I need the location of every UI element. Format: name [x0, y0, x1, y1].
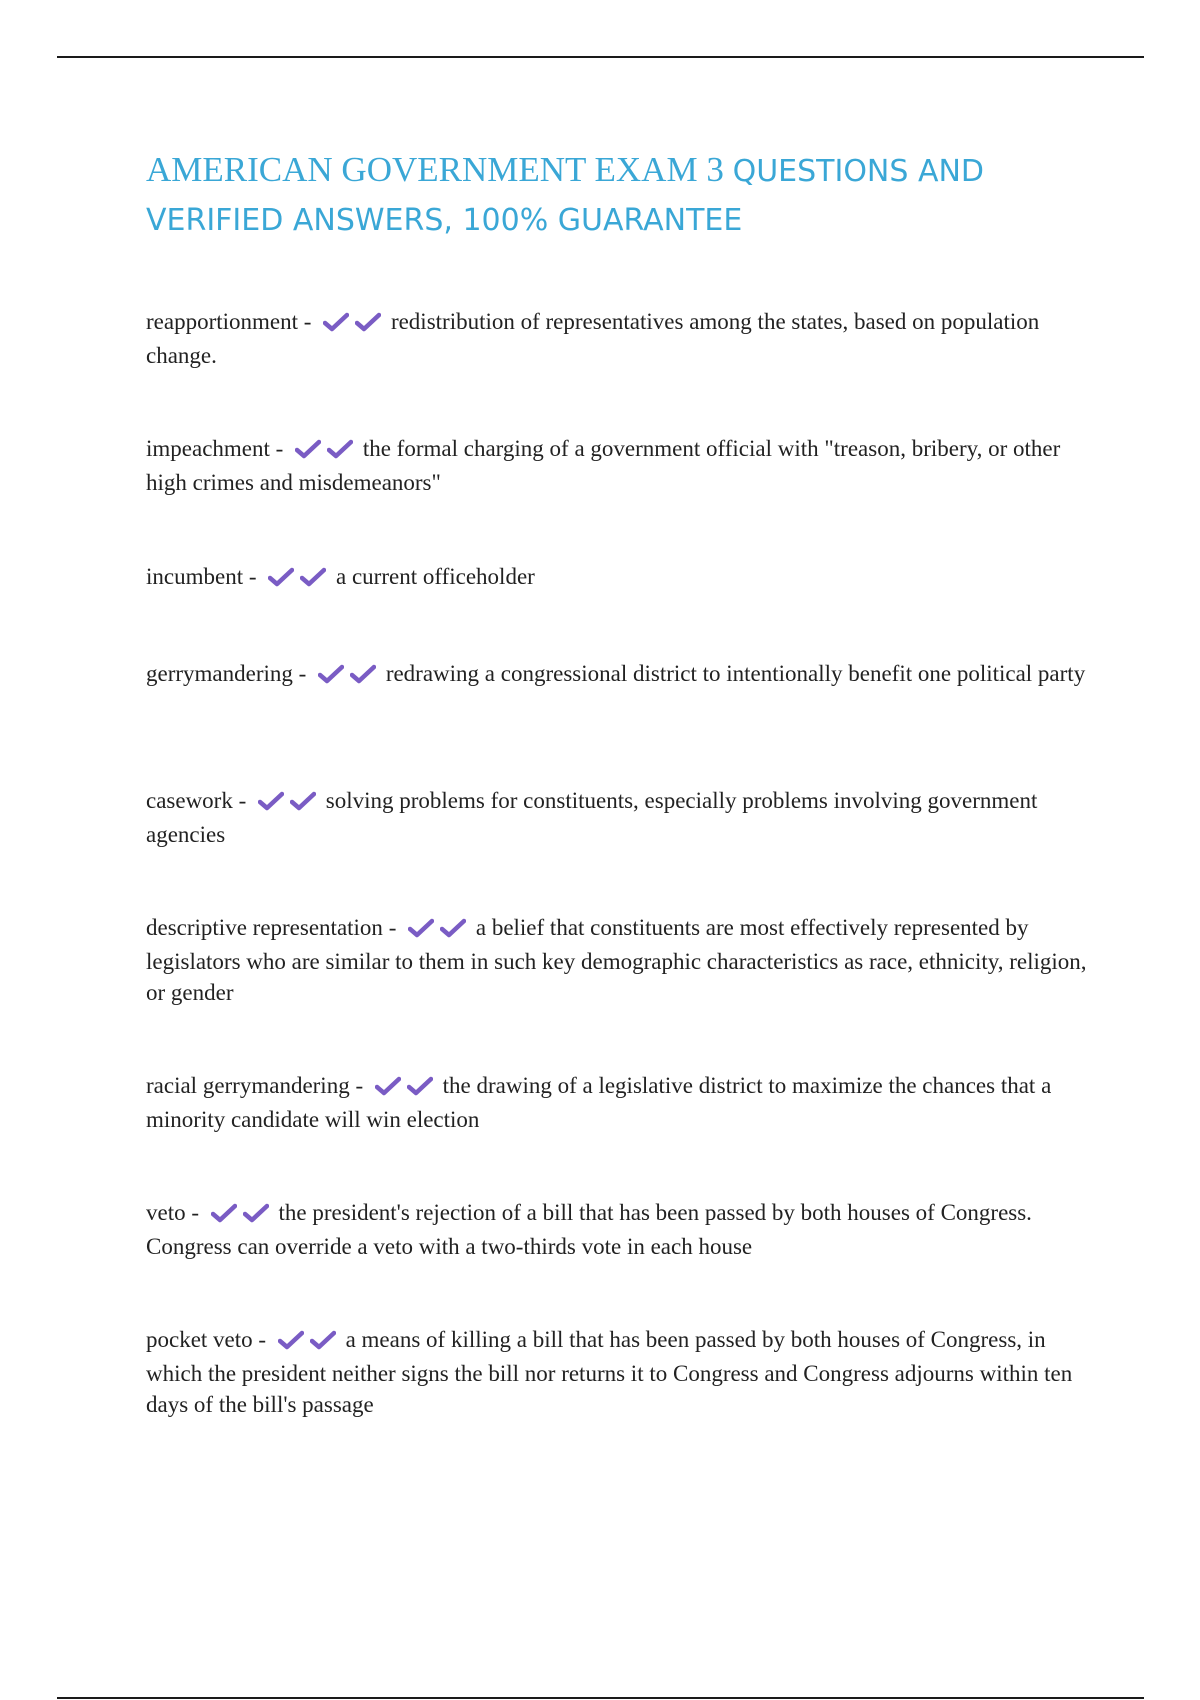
verified-checks — [278, 1327, 336, 1358]
check-icon — [310, 1330, 336, 1350]
bottom-rule — [57, 1697, 1144, 1699]
top-rule — [57, 56, 1144, 58]
check-icon — [211, 1203, 237, 1223]
check-icon — [258, 791, 284, 811]
term: gerrymandering — [146, 661, 293, 686]
separator: - — [238, 788, 247, 813]
definition: the drawing of a legislative district to maximize the chances that a minority candidate will win election — [146, 1073, 1052, 1132]
term: incumbent — [146, 564, 244, 589]
qa-item-pocket-veto — [146, 1324, 1096, 1420]
separator: - — [248, 564, 257, 589]
separator: - — [258, 1327, 267, 1352]
check-icon — [323, 312, 349, 332]
separator: - — [355, 1073, 364, 1098]
qa-item-incumbent — [146, 561, 1096, 595]
qa-item-impeachment — [146, 433, 1096, 498]
check-icon — [300, 567, 326, 587]
check-icon — [355, 312, 381, 332]
verified-checks — [295, 436, 353, 467]
document-title — [146, 146, 1106, 244]
title-sans-part-1: QUESTIONS AND — [732, 154, 985, 189]
verified-checks — [258, 788, 316, 819]
definition: a means of killing a bill that has been passed by both houses of Congress, in which the president neither signs the bill nor returns it to Congress and Congress adjourns within ten days of the bill's passage — [146, 1327, 1073, 1417]
separator: - — [275, 436, 284, 461]
qa-item-racial-gerrymandering — [146, 1070, 1096, 1135]
verified-checks — [375, 1073, 433, 1104]
verified-checks — [211, 1200, 269, 1231]
term: racial gerrymandering — [146, 1073, 350, 1098]
verified-checks — [318, 661, 376, 692]
verified-checks — [323, 309, 381, 340]
qa-item-reapportionment — [146, 306, 1096, 371]
term: veto — [146, 1200, 186, 1225]
term: reapportionment — [146, 309, 299, 334]
definition: the formal charging of a government official with "treason, bribery, or other high crimes and misdemeanors" — [146, 436, 1061, 495]
verified-checks — [268, 564, 326, 595]
qa-item-gerrymandering — [146, 658, 1096, 692]
definition: a current officeholder — [336, 564, 535, 589]
check-icon — [407, 1076, 433, 1096]
separator: - — [298, 661, 307, 686]
check-icon — [318, 664, 344, 684]
check-icon — [268, 567, 294, 587]
check-icon — [350, 664, 376, 684]
qa-item-descriptive-representation — [146, 912, 1096, 1008]
verified-checks — [408, 915, 466, 946]
check-icon — [278, 1330, 304, 1350]
qa-item-veto — [146, 1197, 1096, 1262]
definition: redrawing a congressional district to intentionally benefit one political party — [385, 661, 1086, 686]
check-icon — [375, 1076, 401, 1096]
title-sans-part-2: VERIFIED ANSWERS, 100% GUARANTEE — [146, 203, 743, 238]
term: descriptive representation — [146, 915, 383, 940]
check-icon — [295, 439, 321, 459]
separator: - — [388, 915, 397, 940]
title-serif-part: AMERICAN GOVERNMENT EXAM 3 — [146, 150, 724, 189]
check-icon — [243, 1203, 269, 1223]
definition: solving problems for constituents, especially problems involving government agencies — [146, 788, 1038, 847]
check-icon — [290, 791, 316, 811]
term: pocket veto — [146, 1327, 253, 1352]
term: casework — [146, 788, 233, 813]
term: impeachment — [146, 436, 270, 461]
check-icon — [327, 439, 353, 459]
separator: - — [191, 1200, 200, 1225]
definition: the president's rejection of a bill that has been passed by both houses of Congress. Congress can override a veto with a two-thirds vote in each house — [146, 1200, 1032, 1259]
definition: a belief that constituents are most effectively represented by legislators who are similar to them in such key demographic characteristics as race, ethnicity, religion, or gender — [146, 915, 1087, 1005]
qa-item-casework — [146, 785, 1096, 850]
separator: - — [303, 309, 312, 334]
check-icon — [440, 918, 466, 938]
check-icon — [408, 918, 434, 938]
definition: redistribution of representatives among the states, based on population change. — [146, 309, 1040, 368]
